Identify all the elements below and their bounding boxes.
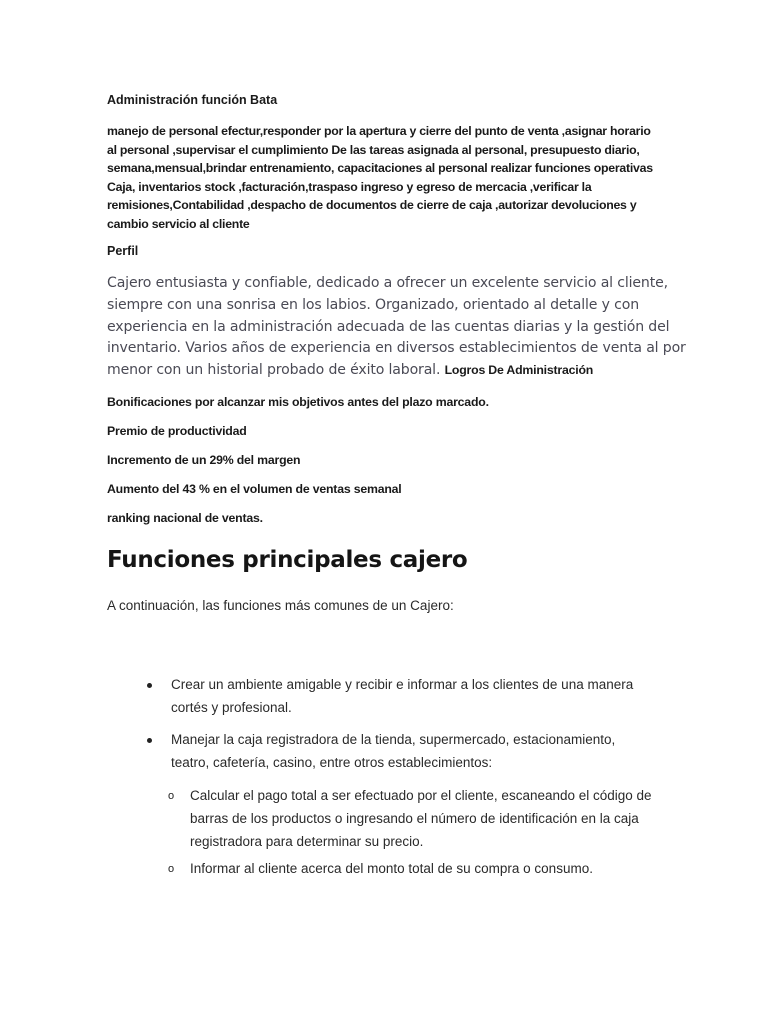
- list-item-line: cortés y profesional.: [171, 699, 292, 715]
- list-item-line: Crear un ambiente amigable y recibir e informar a los clientes de una manera: [171, 677, 634, 692]
- sub-list-item-line: Calcular el pago total a ser efectuado por el cliente, escaneando el código de: [190, 788, 652, 803]
- intro-text: A continuación, las funciones más comunes de un Cajero:: [107, 598, 454, 613]
- perfil-heading: Perfil: [107, 244, 139, 258]
- sub-list-item-line: barras de los productos o ingresando el número de identificación en la caja: [190, 810, 639, 826]
- admin-line: cambio servicio al cliente: [107, 216, 250, 231]
- sub-list-item-text: [190, 785, 680, 853]
- section-title: Funciones principales cajero: [107, 547, 468, 573]
- sub-list-item-line: Informar al cliente acerca del monto total de su compra o consumo.: [190, 861, 593, 876]
- sub-list-item-text: [190, 858, 680, 881]
- profile-line-last: [107, 360, 677, 382]
- list-item-line: teatro, cafetería, casino, entre otros establecimientos:: [171, 754, 493, 770]
- achievement-item: ranking nacional de ventas.: [107, 511, 263, 525]
- profile-line: experiencia en la administración adecuada de las cuentas diarias y la gestión del: [107, 318, 670, 335]
- profile-paragraph: [107, 273, 686, 382]
- profile-line: Cajero entusiasta y confiable, dedicado a ofrecer un excelente servicio al cliente,: [107, 275, 668, 291]
- achievement-item: Incremento de un 29% del margen: [107, 453, 301, 467]
- achievement-item: Bonificaciones por alcanzar mis objetivos antes del plazo marcado.: [107, 395, 489, 409]
- profile-last-text: menor con un historial probado de éxito laboral.: [107, 362, 441, 379]
- circle-bullet-icon: o: [168, 790, 175, 802]
- profile-line: inventario. Varios años de experiencia en diversos establecimientos de venta al por: [107, 340, 686, 357]
- list-item-line: Manejar la caja registradora de la tienda, supermercado, estacionamiento,: [171, 732, 616, 747]
- admin-line: Caja, inventarios stock ,facturación,traspaso ingreso y egreso de mercacia ,verificar la: [107, 179, 592, 194]
- logros-heading: Logros De Administración: [444, 363, 594, 378]
- profile-line: siempre con una sonrisa en los labios. Organizado, orientado al detalle y con: [107, 296, 640, 313]
- bullet-icon: [147, 738, 152, 743]
- list-item-text: [171, 729, 671, 775]
- admin-description: [107, 122, 707, 234]
- admin-line: remisiones,Contabilidad ,despacho de documentos de cierre de caja ,autorizar devoluciones y: [107, 198, 637, 213]
- admin-heading: Administración función Bata: [107, 93, 278, 107]
- admin-line: semana,mensual,brindar entrenamiento, capacitaciones al personal realizar funciones operativas: [107, 161, 653, 176]
- bullet-icon: [147, 683, 152, 688]
- achievement-item: Aumento del 43 % en el volumen de ventas semanal: [107, 482, 402, 496]
- achievement-item: Premio de productividad: [107, 424, 247, 438]
- sub-list-item-line: registradora para determinar su precio.: [190, 833, 424, 849]
- admin-line: manejo de personal efectur,responder por la apertura y cierre del punto de venta ,asignar horario: [107, 124, 651, 138]
- circle-bullet-icon: o: [168, 863, 175, 875]
- list-item-text: [171, 674, 671, 720]
- admin-line: al personal ,supervisar el cumplimiento De las tareas asignada al personal, presupuesto diario,: [107, 142, 640, 157]
